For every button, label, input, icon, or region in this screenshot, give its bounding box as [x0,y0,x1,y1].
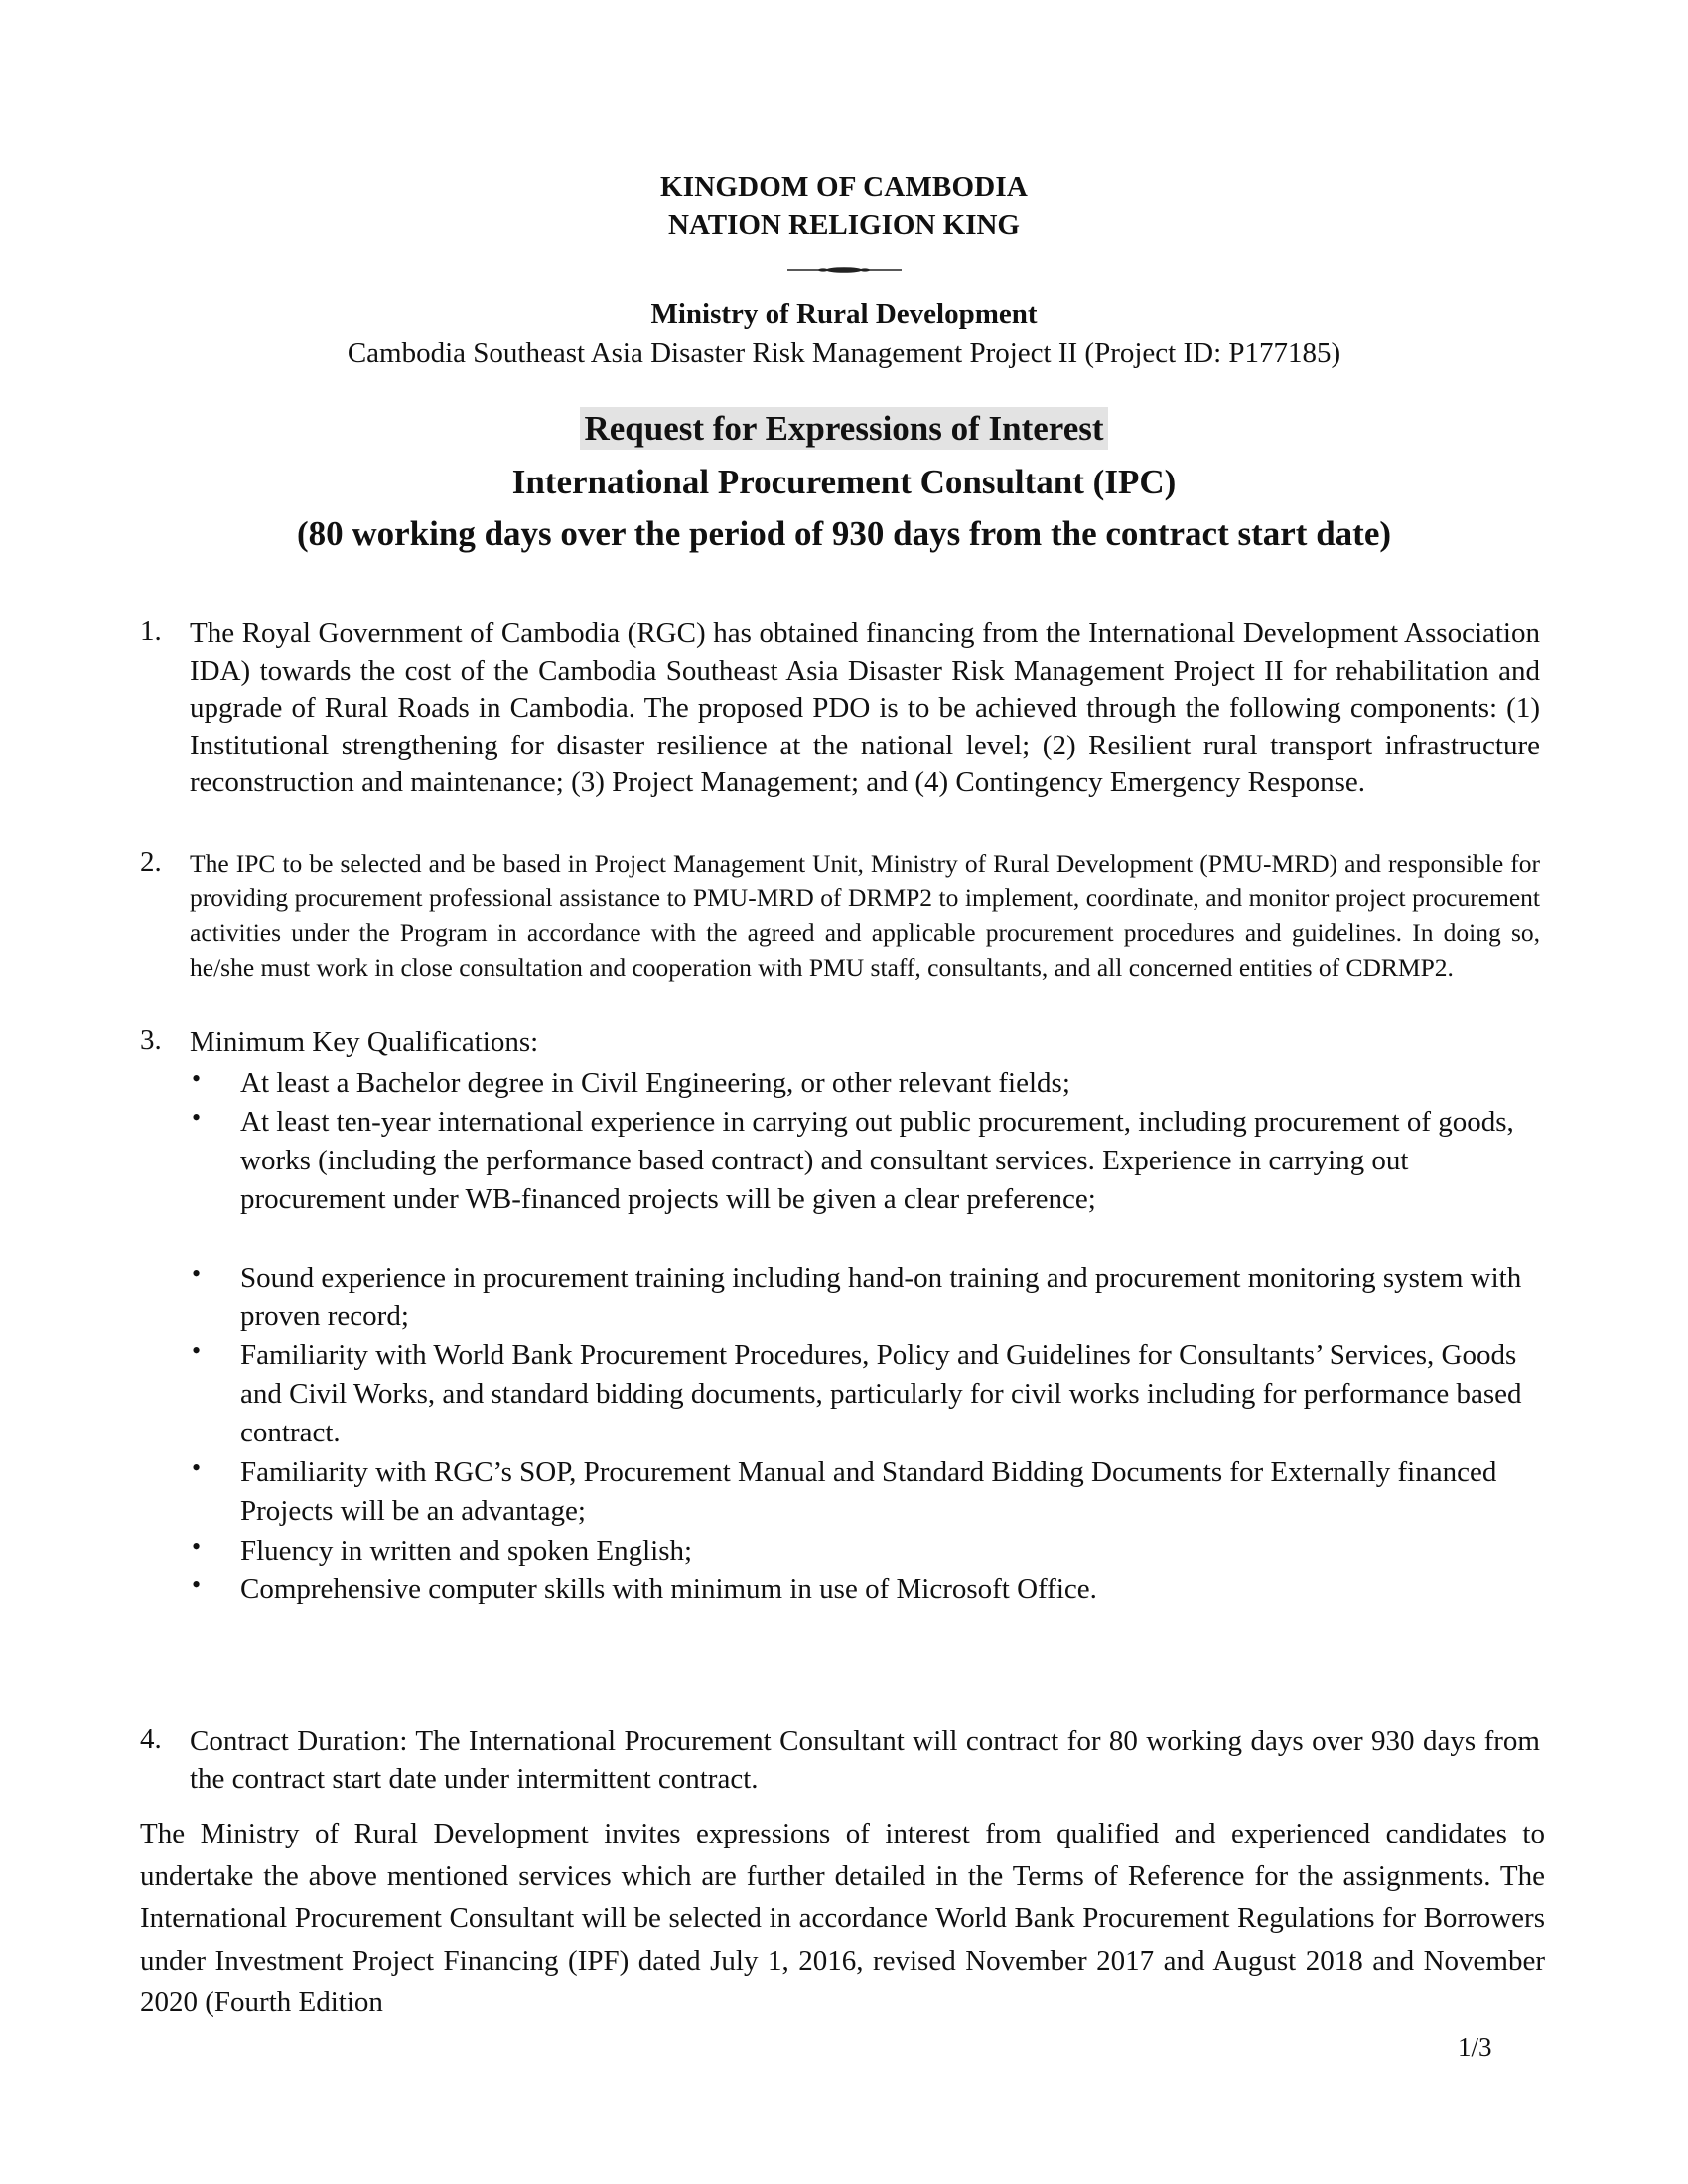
item-number: 1. [140,615,162,647]
item-text: The IPC to be selected and be based in Project Management Unit, Ministry of Rural Development (PMU-MRD) and responsible for providing procurement professional assistance to PMU-MRD of DRMP2 to implement, coordinate, and monitor project procurement activities under the Program in accordance with the agreed and applicable procurement procedures and guidelines. In doing so, he/she must work in close consultation and cooperation with PMU staff, consultants, and all concerned entities of CDRMP2. [190,849,1540,982]
qualification-item: Familiarity with World Bank Procurement Procedures, Policy and Guidelines for Consultants’ Services, Goods and Civil Works, and standard bidding documents, particularly for civil works including for performance based contract. [240,1339,1522,1448]
rfe-title-line [0,409,1688,449]
bullet-icon: • [192,1103,202,1132]
item-number: 2. [140,846,162,878]
ministry-heading: Ministry of Rural Development [650,298,1038,330]
qualification-item: Familiarity with RGC’s SOP, Procurement Manual and Standard Bidding Documents for Externally financed Projects will be an advantage; [240,1456,1497,1527]
bullet-icon: • [192,1259,202,1288]
qualification-item: Fluency in written and spoken English; [240,1535,693,1567]
kingdom-heading: KINGDOM OF CAMBODIA [659,171,1029,203]
item-text: Contract Duration: The International Procurement Consultant will contract for 80 working days over 930 days from the contract start date under intermittent contract. [190,1725,1540,1795]
duration-title: (80 working days over the period of 930 days from the contract start date) [296,514,1392,553]
project-heading: Cambodia Southeast Asia Disaster Risk Management Project II (Project ID: P177185) [347,338,1341,369]
bullet-icon: • [192,1570,202,1599]
closing-paragraph: The Ministry of Rural Development invites expressions of interest from qualified and experienced candidates to undertake the above mentioned services which are further detailed in the Terms of Reference for the assignments. The International Procurement Consultant will be selected in accordance World Bank Procurement Regulations for Borrowers under Investment Project Financing (IPF) dated July 1, 2016, revised November 2017 and August 2018 and November 2020 (Fourth Edition [140,1818,1545,2018]
item-text: The Royal Government of Cambodia (RGC) has obtained financing from the International Development Association IDA) towards the cost of the Cambodia Southeast Asia Disaster Risk Management Project II for rehabilitation and upgrade of Rural Roads in Cambodia. The proposed PDO is to be achieved through the following components: (1) Institutional strengthening for disaster resilience at the national level; (2) Resilient rural transport infrastructure reconstruction and maintenance; (3) Project Management; and (4) Contingency Emergency Response. [190,617,1540,798]
rfe-title: Request for Expressions of Interest [580,407,1107,450]
qualification-item: Comprehensive computer skills with minimum in use of Microsoft Office. [240,1573,1097,1605]
motto-heading: NATION RELIGION KING [668,209,1020,241]
qualification-item: At least a Bachelor degree in Civil Engineering, or other relevant fields; [240,1067,1070,1099]
bullet-icon: • [192,1532,202,1561]
item-number: 3. [140,1024,162,1056]
position-title: International Procurement Consultant (IPC) [511,463,1177,501]
qualification-item: At least ten-year international experience in carrying out public procurement, including procurement of goods, works (including the performance based contract) and consultant services. Experience in carrying out procurement under WB-financed projects will be given a clear preference; [240,1106,1514,1215]
qualification-item: Sound experience in procurement training including hand-on training and procurement monitoring system with proven record; [240,1262,1522,1332]
page-number: 1/3 [1458,2032,1492,2062]
bullet-icon: • [192,1336,202,1365]
item-number: 4. [140,1723,162,1755]
ornamental-divider [787,266,902,274]
bullet-icon: • [192,1453,202,1482]
item-text: Minimum Key Qualifications: [190,1026,539,1058]
bullet-icon: • [192,1064,202,1093]
